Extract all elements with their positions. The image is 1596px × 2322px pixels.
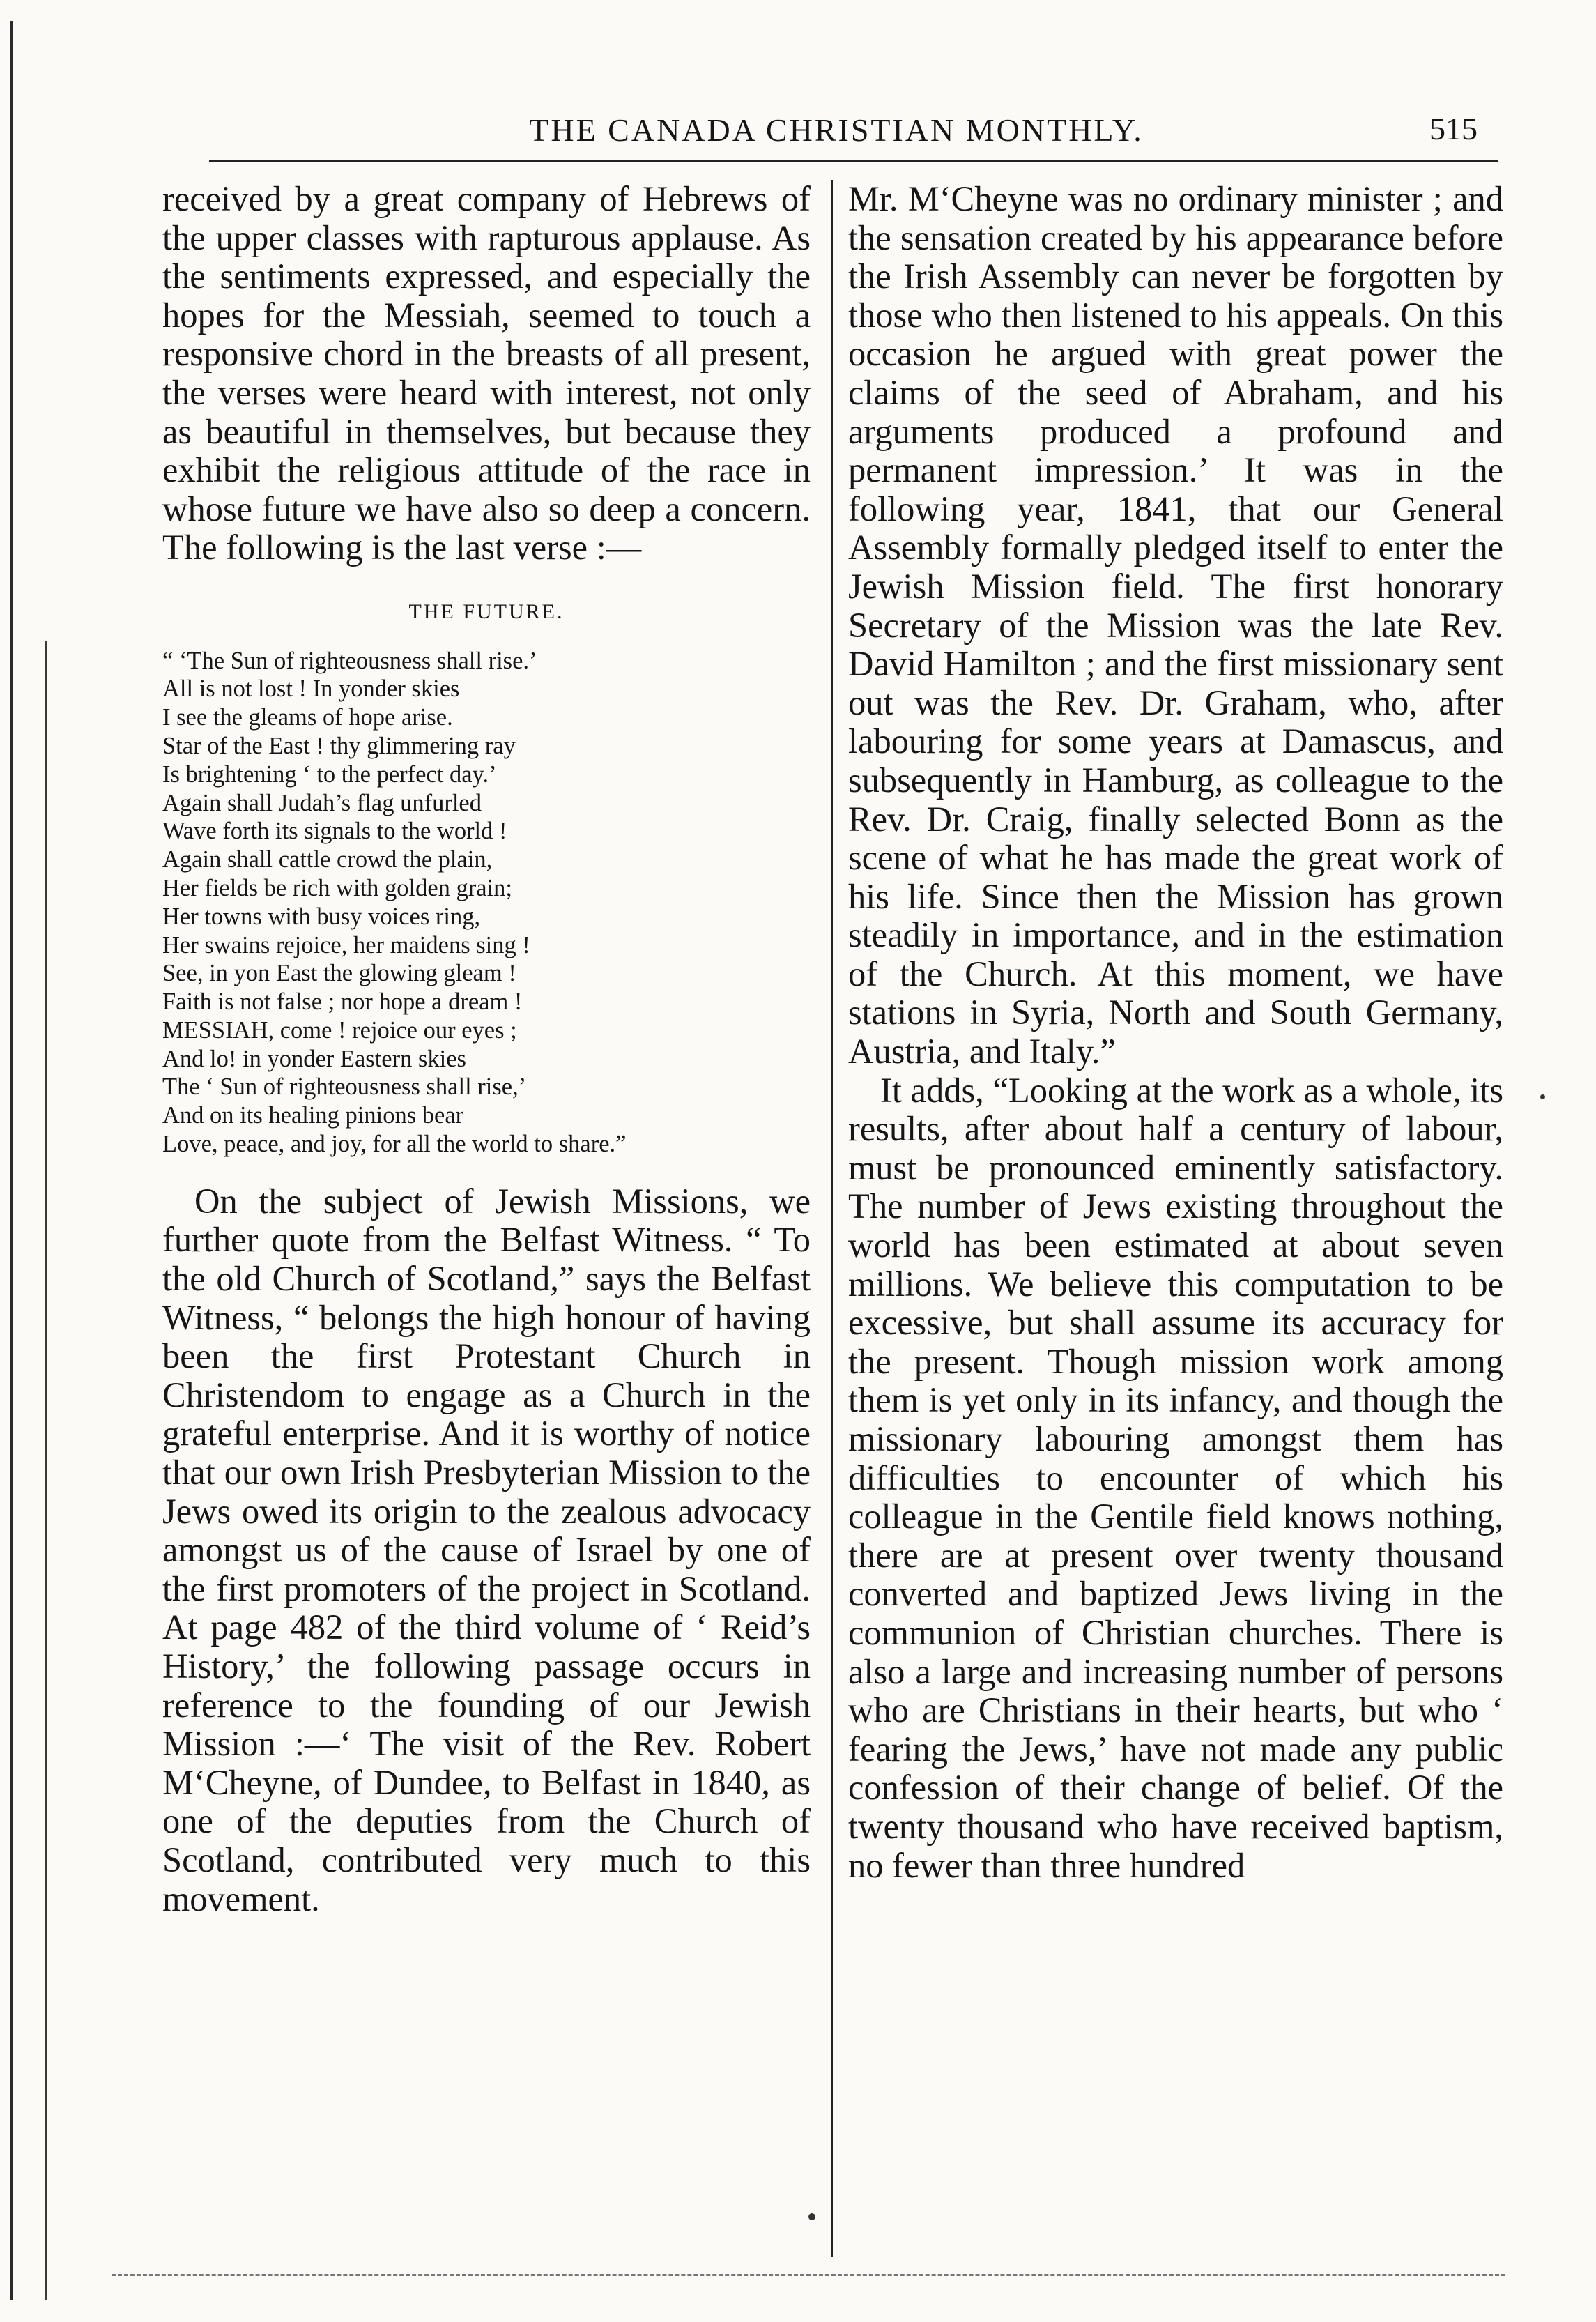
- header-rule: [209, 160, 1498, 162]
- binding-edge-line-inner: [45, 641, 47, 2300]
- poem-line: Her swains rejoice, her maidens sing !: [162, 931, 530, 958]
- page-number: 515: [1429, 111, 1478, 146]
- poem-line: See, in yon East the glowing gleam !: [162, 960, 516, 987]
- poem-line: And on its healing pinions bear: [162, 1102, 464, 1129]
- ink-speck: [1540, 1094, 1545, 1099]
- poem-line: The ‘ Sun of righteousness shall rise,’: [162, 1074, 527, 1101]
- running-title: THE CANADA CHRISTIAN MONTHLY.: [529, 112, 1144, 148]
- poem-line: Love, peace, and joy, for all the world to share.”: [162, 1131, 627, 1158]
- poem-line: “ ‘The Sun of righteousness shall rise.’: [162, 647, 537, 674]
- poem-title: THE FUTURE.: [408, 599, 565, 623]
- poem-line: MESSIAH, come ! rejoice our eyes ;: [162, 1016, 517, 1044]
- poem: [162, 647, 811, 1159]
- binding-edge-line: [10, 21, 13, 2300]
- poem-line: Wave forth its signals to the world !: [162, 818, 507, 845]
- poem-line: Again shall Judah’s flag unfurled: [162, 789, 482, 816]
- footer-scan-marks: [112, 2274, 1505, 2283]
- poem-line: And lo! in yonder Eastern skies: [162, 1045, 466, 1072]
- poem-line: I see the gleams of hope arise.: [162, 704, 453, 731]
- poem-line: Her towns with busy voices ring,: [162, 903, 481, 930]
- poem-line: Her fields be rich with golden grain;: [162, 874, 513, 901]
- left-paragraph-1: received by a great company of Hebrews of the upper classes with rapturous applause. As the sentiments expressed, and especially the hopes for the Messiah, seemed to touch a responsive chord in the breasts of all present, the verses were heard with interest, not only as beautiful in themselves, but because they exhibit the religious attitude of the race in whose future we have also so deep a concern. The following is the last verse :—: [162, 179, 811, 567]
- column-divider: [831, 180, 833, 2257]
- left-paragraph-2: On the subject of Jewish Missions, we further quote from the Belfast Witness. “ To the old Church of Scotland,” says the Belfast Witness, “ belongs the high honour of having been the first Protestant Church in Christendom to engage as a Church in the grateful enterprise. And it is worthy of notice that our own Irish Presbyterian Mission to the Jews owed its origin to the zealous advocacy amongst us of the cause of Israel by one of the first promoters of the project in Scotland. At page 482 of the third volume of ‘ Reid’s History,’ the following passage occurs in reference to the founding of our Jewish Mission :—‘ The visit of the Rev. Robert M‘Cheyne, of Dundee, to Belfast in 1840, as one of the deputies from the Church of Scotland, contributed very much to this movement.: [162, 1181, 811, 1918]
- page-header: [209, 105, 1478, 160]
- poem-line: Faith is not false ; nor hope a dream !: [162, 988, 523, 1016]
- left-column: [162, 180, 811, 1918]
- right-paragraph-2: It adds, “Looking at the work as a whole, its results, after about half a century of labour, must be pronounced eminently satisfactory. The number of Jews existing throughout the world has been estimated at about seven millions. We believe this computation to be excessive, but shall assume its accuracy for the present. Though mission work among them is yet only in its infancy, and though the missionary labouring amongst them has difficulties to encounter of which his colleague in the Gentile field knows nothing, there are at present over twenty thousand converted and baptized Jews living in the communion of Christian churches. There is also a large and increasing number of persons who are Christians in their hearts, but who ‘ fearing the Jews,’ have not made any public confession of their change of belief. Of the twenty thousand who have received baptism, no fewer than three hundred: [848, 1070, 1503, 1885]
- right-column: [848, 180, 1503, 1885]
- right-paragraph-1: Mr. M‘Cheyne was no ordinary minister ; and the sensation created by his appearance before the Irish Assembly can never be forgotten by those who then listened to his appeals. On this occasion he argued with great power the claims of the seed of Abraham, and his arguments produced a profound and permanent impression.’ It was in the following year, 1841, that our General Assembly formally pledged itself to enter the Jewish Mission field. The first honorary Secretary of the Mission was the late Rev. David Hamilton ; and the first missionary sent out was the Rev. Dr. Graham, who, after labouring for some years at Damascus, and subsequently in Hamburg, as colleague to the Rev. Dr. Craig, finally selected Bonn as the scene of what he has made the great work of his life. Since then the Mission has grown steadily in importance, and in the estimation of the Church. At this moment, we have stations in Syria, North and South Germany, Austria, and Italy.”: [848, 179, 1503, 1071]
- poem-line: All is not lost ! In yonder skies: [162, 675, 460, 703]
- poem-line: Again shall cattle crowd the plain,: [162, 846, 493, 873]
- poem-line: Is brightening ‘ to the perfect day.’: [162, 761, 497, 788]
- poem-line: Star of the East ! thy glimmering ray: [162, 732, 516, 759]
- ink-speck: [808, 2213, 815, 2220]
